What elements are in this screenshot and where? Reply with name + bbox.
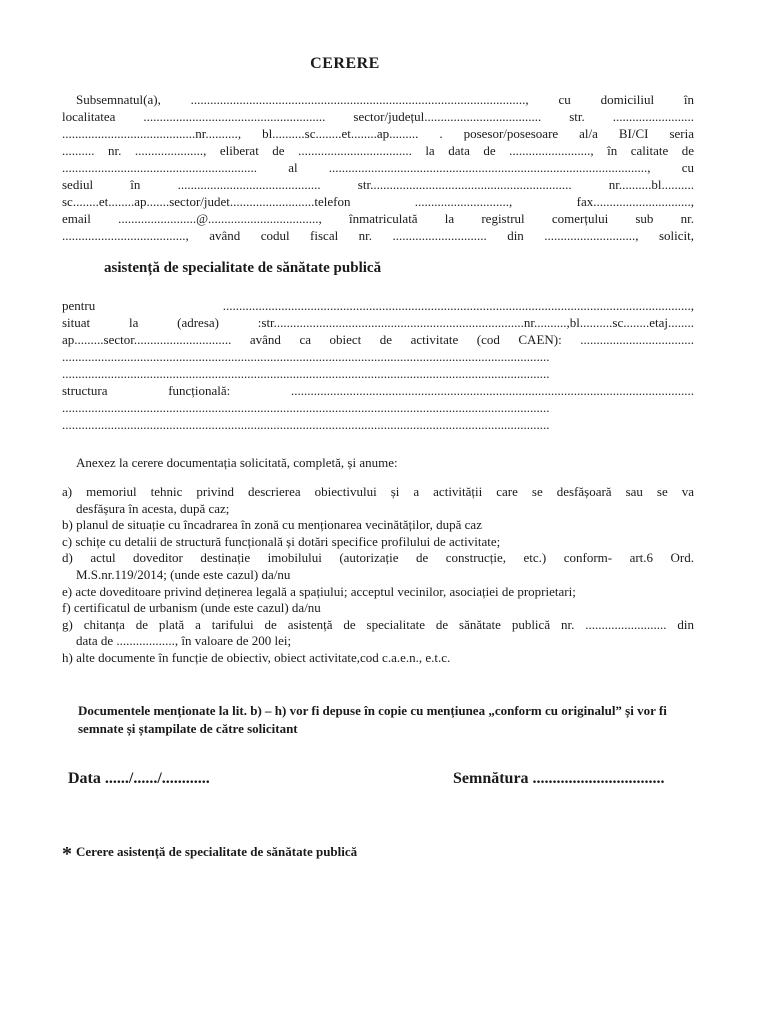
location-details-block bbox=[62, 297, 694, 433]
form-text-line: Subsemnatul(a), ......................................................................................................., cu domiciliul în bbox=[76, 92, 694, 107]
form-text-line: structura funcțională: ............................................................................................................................ bbox=[62, 383, 694, 398]
form-text-line: ............................................................ al .................................................................................................., cu bbox=[62, 160, 694, 175]
form-text-line: localitatea ........................................................ sector/județul.................................... str. ......................... bbox=[62, 109, 694, 124]
signature-field: Semnătura ................................. bbox=[453, 770, 665, 787]
form-text-line: ...................................................................................................................................................... bbox=[62, 349, 550, 364]
form-text-line: ...................................................................................................................................................... bbox=[62, 417, 550, 432]
form-text-line: ap.........sector.............................. având ca obiect de activitate (cod CAEN): ................................... bbox=[62, 332, 694, 347]
asterisk-icon: * bbox=[62, 843, 72, 865]
form-text-line: .......... nr. ....................., eliberat de ................................... la data de ........................., în calitate de bbox=[62, 143, 694, 158]
annex-list-item: d) actul doveditor destinație imobilului (autorizație de construcție, etc.) conform- art.6 Ord. bbox=[62, 550, 694, 566]
form-text-line: ...................................................................................................................................................... bbox=[62, 400, 550, 415]
annex-list-item: b) planul de situație cu încadrarea în zonă cu menționarea vecinătăților, după caz bbox=[62, 517, 482, 533]
date-field: Data ....../....../............ bbox=[68, 770, 210, 787]
annex-list bbox=[62, 484, 694, 667]
form-text-line: situat la (adresa) :str.............................................................................nr..........,bl..........sc........etaj........ bbox=[62, 315, 694, 330]
annex-list-item: f) certificatul de urbanism (unde este cazul) da/nu bbox=[62, 600, 321, 616]
applicant-details-block bbox=[62, 91, 694, 244]
annex-list-item: c) schițe cu detalii de structură funcțională și dotări specifice profilului de activitate; bbox=[62, 533, 501, 549]
footnote-text: Cerere asistență de specialitate de sănătate publică bbox=[76, 844, 358, 859]
annex-list-item: a) memoriul tehnic privind descrierea obiectivului și a activității care se desfășoară sau se va bbox=[62, 484, 694, 499]
annex-list-item: h) alte documente în funcție de obiectiv, obiect activitate,cod c.a.e.n., e.t.c. bbox=[62, 649, 451, 665]
annex-list-item: data de .................., în valoare de 200 lei; bbox=[76, 633, 292, 649]
form-text-line: sc........et........ap.......sector/judet..........................telefon ............................., fax.............................., bbox=[62, 194, 694, 209]
form-text-line: sediul în ............................................ str.............................................................. nr..........bl.......... bbox=[62, 177, 694, 192]
copy-note: Documentele menționate la lit. b) – h) vor fi depuse în copie cu mențiunea „conform cu originalul” și vor fi semnate și ștampilate de către solicitant bbox=[78, 703, 667, 736]
annex-intro bbox=[62, 454, 694, 471]
annex-list-item: e) acte doveditoare privind deținerea legală a spațiului; acceptul vecinilor, asociației de proprietari; bbox=[62, 583, 576, 599]
form-text-line: ......................................, având codul fiscal nr. ............................. din ............................, solicit, bbox=[62, 228, 694, 243]
form-text-line: email ........................@.................................., înmatriculată la registrul comerțului sub nr. bbox=[62, 211, 694, 226]
annex-list-item: g) chitanța de plată a tarifului de asistență de specialitate de sănătate publică nr. ......................... din bbox=[62, 616, 694, 632]
form-text-line: ...................................................................................................................................................... bbox=[62, 366, 550, 381]
annex-intro-text: Anexez la cerere documentația solicitată, completă, și anume: bbox=[76, 455, 398, 470]
footnote bbox=[62, 843, 357, 866]
form-text-line: pentru ................................................................................................................................................, bbox=[62, 298, 694, 313]
request-subtitle: asistență de specialitate de sănătate publică bbox=[104, 260, 382, 276]
page-title: CERERE bbox=[310, 55, 380, 72]
annex-list-item: desfășura în acesta, după caz; bbox=[76, 500, 230, 516]
form-text-line: .........................................nr.........., bl..........sc........et........ap......... . posesor/posesoare al/a BI/CI seria bbox=[62, 126, 694, 141]
annex-list-item: M.S.nr.119/2014; (unde este cazul) da/nu bbox=[76, 566, 291, 582]
